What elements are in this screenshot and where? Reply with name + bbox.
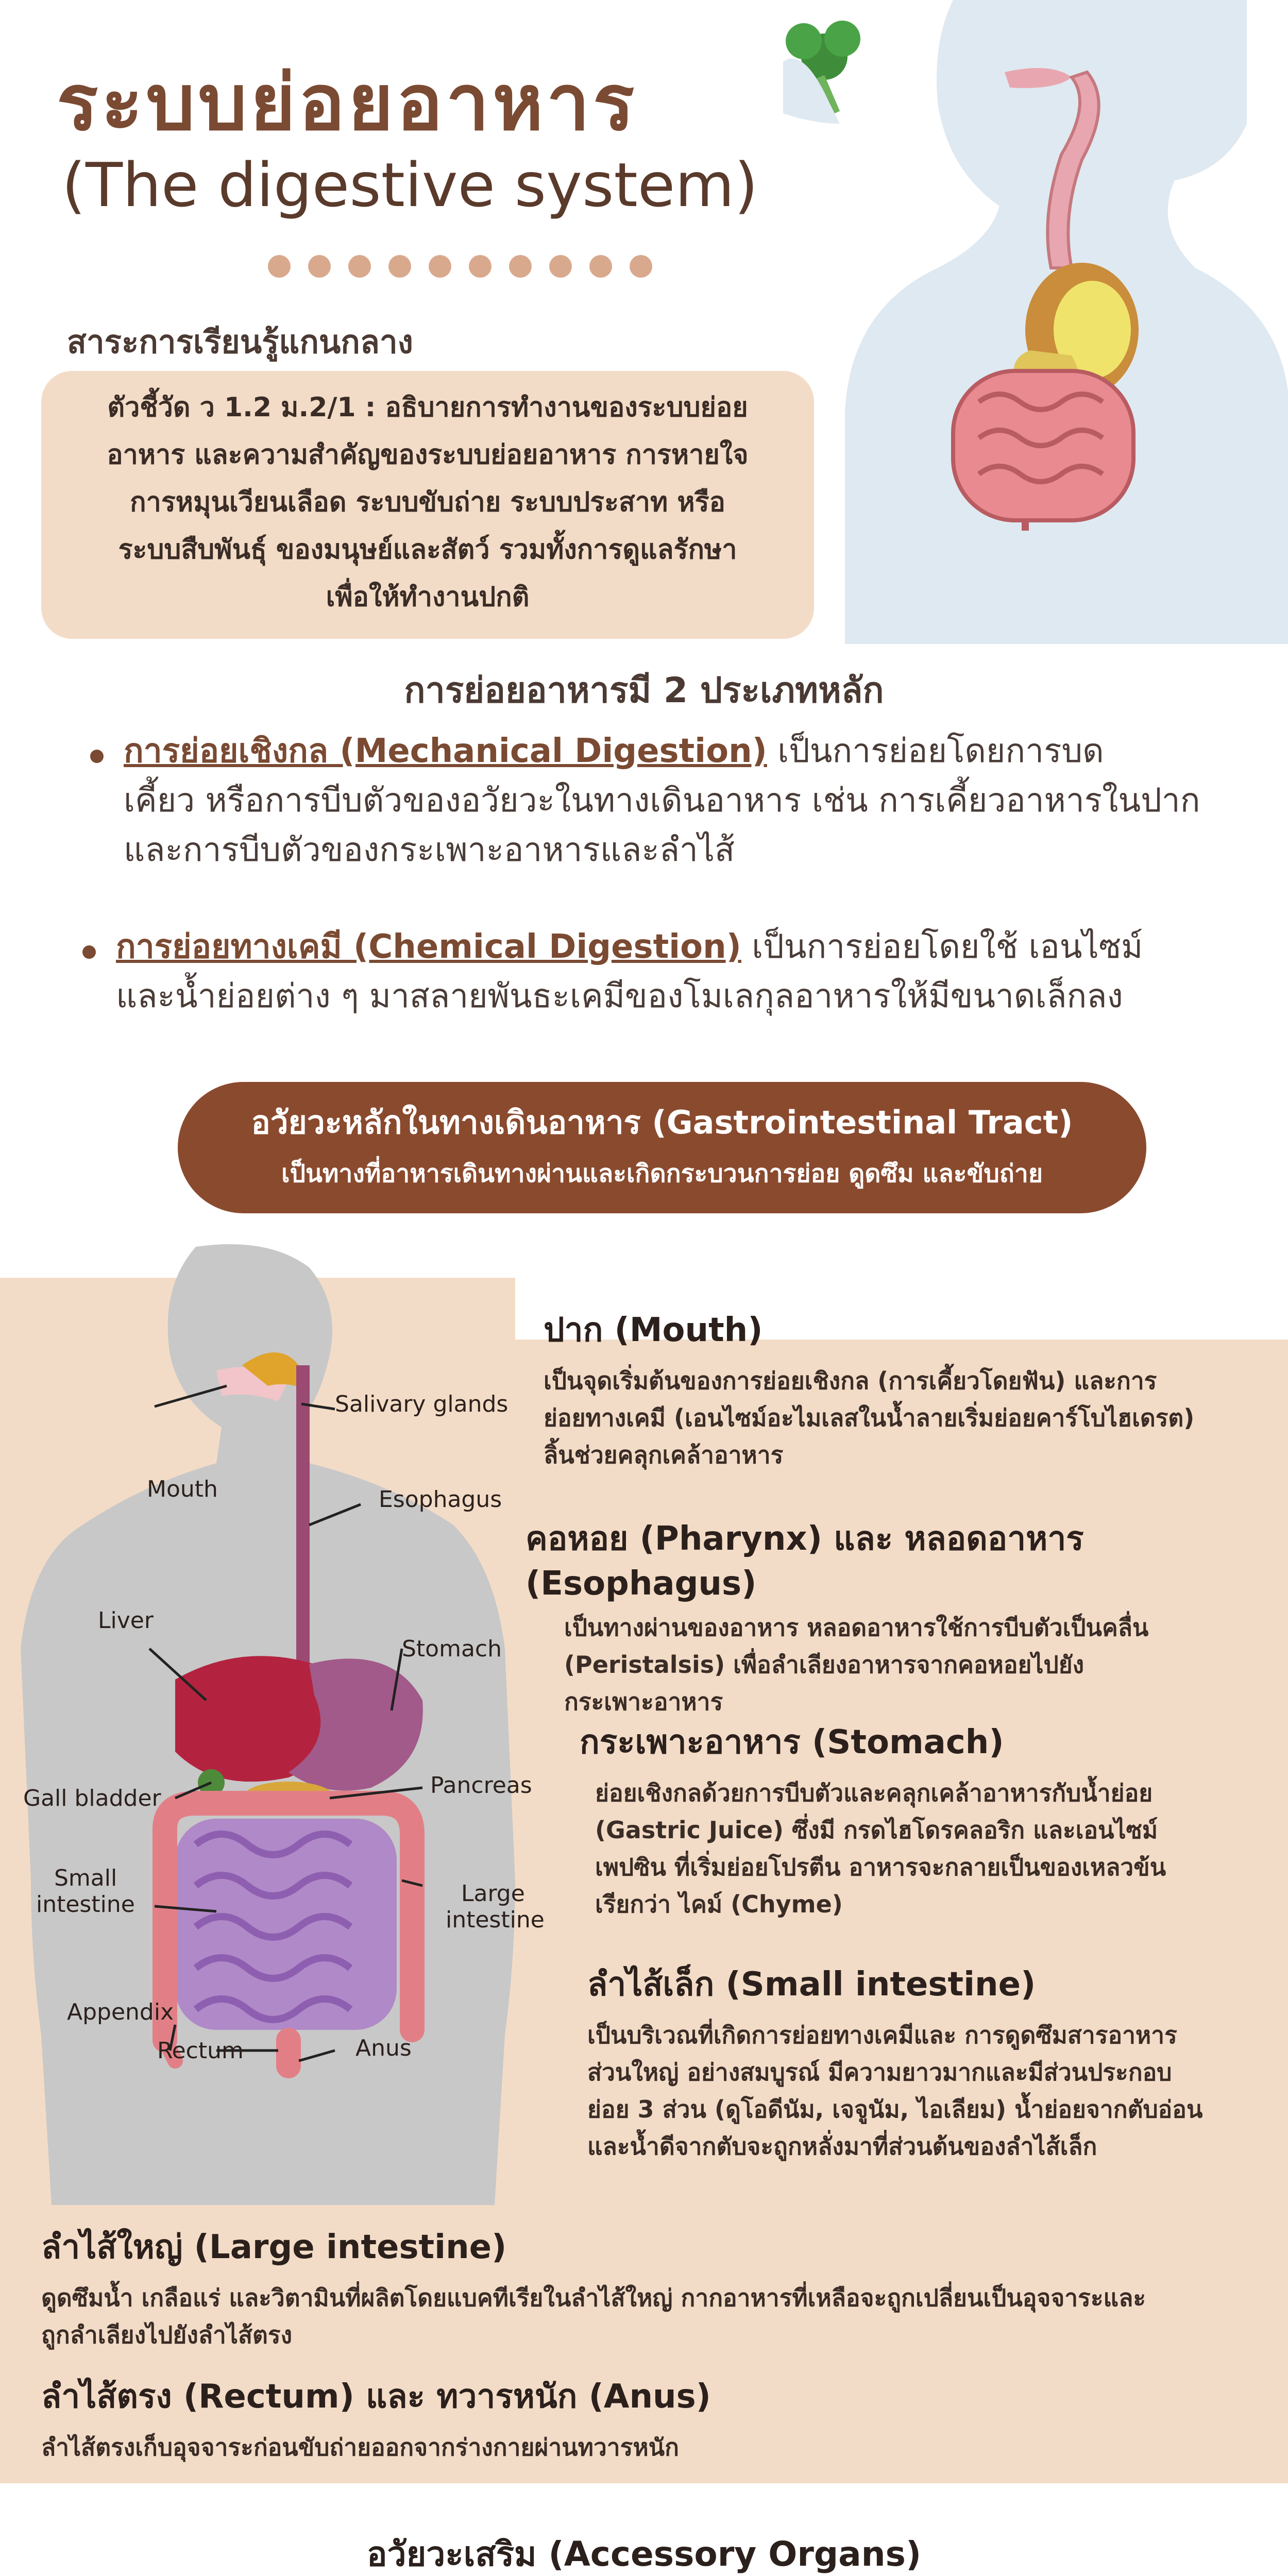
organ-small-intestine-title: ลำไส้เล็ก (Small intestine)	[587, 1965, 1036, 2004]
organ-mouth	[544, 1303, 1275, 1473]
organ-stomach-line: เรียกว่า ไคม์ (Chyme)	[595, 1890, 843, 1918]
organ-stomach-line: เพปซิน ที่เริ่มย่อยโปรตีน อาหารจะกลายเป็นของเหลวข้น	[595, 1853, 1166, 1881]
gi-tract-diagram	[0, 1236, 526, 2205]
organ-mouth-line: ลิ้นช่วยคลุกเคล้าอาหาร	[544, 1441, 784, 1469]
organ-small-line: ย่อย 3 ส่วน (ดูโอดีนัม, เจจูนัม, ไอเลียม) น้ำย่อยจากตับอ่อน	[587, 2095, 1203, 2123]
mechanical-term: การย่อยเชิงกล (Mechanical Digestion)	[124, 732, 767, 770]
chemical-line1: เป็นการย่อยโดยใช้ เอนไซม์	[741, 928, 1143, 966]
bullet-icon	[90, 750, 104, 763]
organ-large-line: ดูดซึมน้ำ เกลือแร่ และวิตามินที่ผลิตโดยแบคทีเรียในลำไส้ใหญ่ กากอาหารที่เหลือจะถูกเปลี่ยนเป็นอุจจาระและ	[41, 2284, 1146, 2312]
accessory-title: อวัยวะเสริม (Accessory Organs)	[366, 2534, 922, 2574]
chemical-term: การย่อยทางเคมี (Chemical Digestion)	[116, 928, 741, 966]
label-line: intestine	[446, 1907, 545, 1933]
chemical-line2: และน้ำย่อยต่าง ๆ มาสลายพันธะเคมีของโมเลกุลอาหารให้มีขนาดเล็กลง	[116, 977, 1123, 1015]
organ-stomach-line: (Gastric Juice) ซึ่งมี กรดไฮโดรคลอริก และเอนไซม์	[595, 1816, 1158, 1844]
core-learning-heading: สาระการเรียนรู้แกนกลาง	[67, 323, 413, 361]
organ-stomach-title: กระเพาะอาหาร (Stomach)	[580, 1723, 1004, 1761]
label-esophagus: Esophagus	[379, 1486, 502, 1513]
label-anus: Anus	[355, 2035, 412, 2061]
core-learning-line: ระบบสืบพันธุ์ ของมนุษย์และสัตว์ รวมทั้งการดูแลรักษา	[118, 534, 737, 565]
label-large-intestine	[446, 1880, 545, 1933]
gi-banner-title: อวัยวะหลักในทางเดินอาหาร (Gastrointestinal Tract)	[251, 1104, 1073, 1141]
label-gall-bladder: Gall bladder	[23, 1785, 161, 1811]
organ-small-intestine	[587, 1958, 1278, 2165]
label-appendix: Appendix	[67, 1999, 174, 2025]
mechanical-line3: และการบีบตัวของกระเพาะอาหารและลำไส้	[124, 831, 735, 869]
organ-large-intestine	[41, 2221, 1267, 2353]
organ-rectum-line: ลำไส้ตรงเก็บอุจจาระก่อนขับถ่ายออกจากร่างกายผ่านทวารหนัก	[41, 2433, 679, 2461]
organ-pharynx-line: เป็นทางผ่านของอาหาร หลอดอาหารใช้การบีบตัวเป็นคลื่น	[564, 1614, 1149, 1641]
core-learning-text	[41, 384, 814, 621]
organ-stomach	[580, 1716, 1270, 1923]
organ-mouth-line: ย่อยทางเคมี (เอนไซม์อะไมเลสในน้ำลายเริ่มย่อยคาร์โบไฮเดรต)	[544, 1404, 1195, 1432]
organ-small-line: ส่วนใหญ่ อย่างสมบูรณ์ มีความยาวมากและมีส่วนประกอบ	[587, 2058, 1172, 2086]
label-line: Small	[54, 1865, 117, 1891]
mechanical-line1: เป็นการย่อยโดยการบด	[767, 732, 1104, 770]
organ-stomach-line: ย่อยเชิงกลด้วยการบีบตัวและคลุกเคล้าอาหารกับน้ำย่อย	[595, 1779, 1153, 1807]
organ-mouth-line: เป็นจุดเริ่มต้นของการย่อยเชิงกล (การเคี้ยวโดยฟัน) และการ	[544, 1367, 1157, 1395]
label-small-intestine	[36, 1865, 135, 1918]
core-learning-line: การหมุนเวียนเลือด ระบบขับถ่าย ระบบประสาท หรือ	[130, 487, 725, 518]
organ-pharynx-line: กระเพาะอาหาร	[564, 1688, 723, 1716]
label-line: Large	[461, 1880, 525, 1907]
label-pancreas: Pancreas	[430, 1772, 532, 1799]
core-learning-line: อาหาร และความสำคัญของระบบย่อยอาหาร การหายใจ	[107, 439, 749, 470]
organ-rectum-title: ลำไส้ตรง (Rectum) และ ทวารหนัก (Anus)	[41, 2378, 711, 2416]
organ-mouth-title: ปาก (Mouth)	[544, 1311, 763, 1349]
mechanical-line2: เคี้ยว หรือการบีบตัวของอวัยวะในทางเดินอาหาร เช่น การเคี้ยวอาหารในปาก	[124, 782, 1200, 820]
label-salivary-glands: Salivary glands	[335, 1391, 509, 1417]
label-rectum: Rectum	[157, 2038, 244, 2064]
organ-pharynx	[526, 1512, 1278, 1720]
organ-rectum	[41, 2370, 1267, 2466]
label-mouth: Mouth	[147, 1476, 218, 1502]
decorative-dots	[268, 255, 670, 280]
organ-pharynx-title: คอหอย (Pharynx) และ หลอดอาหาร (Esophagus)	[526, 1520, 1084, 1603]
bullet-icon	[82, 945, 96, 959]
label-liver: Liver	[98, 1607, 154, 1634]
page-subtitle: (The digestive system)	[62, 149, 758, 221]
organ-pharynx-line: (Peristalsis) เพื่อลำเลียงอาหารจากคอหอยไปยัง	[564, 1651, 1084, 1679]
mechanical-digestion	[124, 726, 1257, 875]
organ-large-intestine-title: ลำไส้ใหญ่ (Large intestine)	[41, 2228, 507, 2266]
organ-small-line: และน้ำดีจากตับจะถูกหลั่งมาที่ส่วนต้นของลำไส้เล็ก	[587, 2132, 1097, 2160]
core-learning-line: เพื่อให้ทำงานปกติ	[326, 582, 530, 613]
gi-banner-subtitle: เป็นทางที่อาหารเดินทางผ่านและเกิดกระบวนการย่อย ดูดซึม และขับถ่าย	[281, 1159, 1043, 1188]
label-line: intestine	[36, 1891, 135, 1918]
chemical-digestion	[116, 922, 1249, 1021]
person-eating-illustration	[783, 0, 1288, 644]
organ-small-line: เป็นบริเวณที่เกิดการย่อยทางเคมีและ การดูดซึมสารอาหาร	[587, 2021, 1177, 2049]
page-title: ระบบย่อยอาหาร	[57, 58, 638, 148]
digestion-types-heading: การย่อยอาหารมี 2 ประเภทหลัก	[404, 670, 884, 711]
core-learning-line: ตัวชี้วัด ว 1.2 ม.2/1 : อธิบายการทำงานของระบบย่อย	[107, 392, 748, 423]
organ-large-line: ถูกลำเลียงไปยังลำไส้ตรง	[41, 2321, 293, 2349]
label-stomach: Stomach	[402, 1636, 502, 1662]
